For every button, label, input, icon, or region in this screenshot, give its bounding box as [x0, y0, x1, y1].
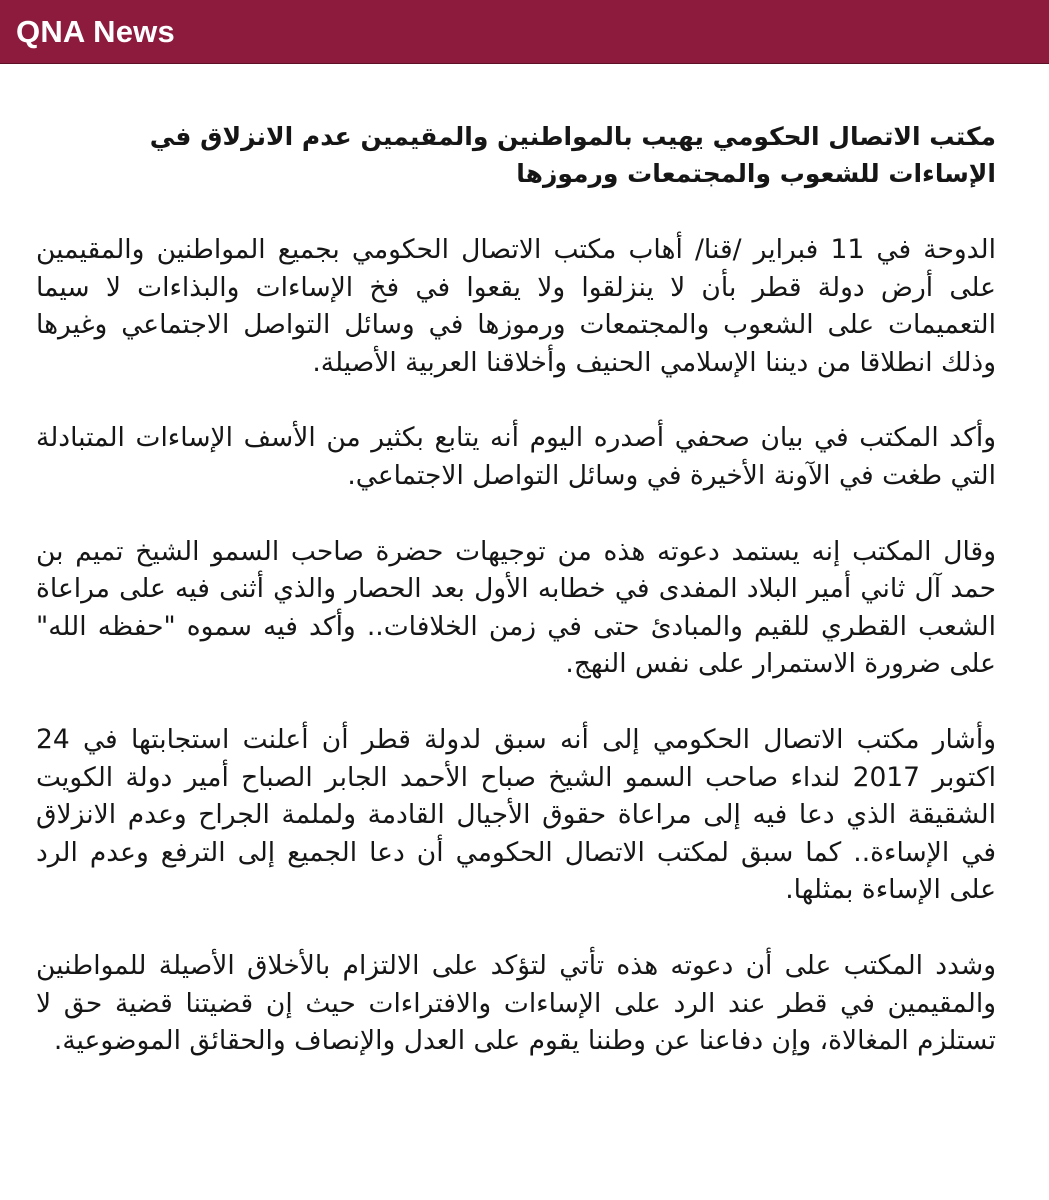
article-paragraph-4: وأشار مكتب الاتصال الحكومي إلى أنه سبق لدولة قطر أن أعلنت استجابتها في 24 اكتوبر 2017 لنداء صاحب السمو الشيخ صباح الأحمد الجابر الصباح أمير دولة الكويت الشقيقة الذي دعا فيه إلى مراعاة حقوق الأجيال القادمة ولملمة الجراح وعدم الانزلاق في الإساءة.. كما سبق لمكتب الاتصال الحكومي أن دعا الجميع إلى الترفع وعدم الرد على الإساءة بمثلها. — [36, 723, 996, 906]
brand-title: QNA News — [16, 14, 175, 49]
article-body — [36, 118, 996, 1060]
article-paragraph-3: وقال المكتب إنه يستمد دعوته هذه من توجيهات حضرة صاحب السمو الشيخ تميم بن حمد آل ثاني أمير البلاد المفدى في خطابه الأول بعد الحصار والذي أثنى فيه على مراعاة الشعب القطري للقيم والمبادئ حتى في زمن الخلافات.. وأكد فيه سموه "حفظه الله" على ضرورة الاستمرار على نفس النهج. — [36, 535, 996, 680]
article-paragraph-1: الدوحة في 11 فبراير /قنا/ أهاب مكتب الاتصال الحكومي بجميع المواطنين والمقيمين على أرض دولة قطر بأن لا ينزلقوا ولا يقعوا في فخ الإساءات والبذاءات لا سيما التعميمات على الشعوب والمجتمعات ورموزها في وسائل التواصل الاجتماعي وغيرها وذلك انطلاقا من ديننا الإسلامي الحنيف وأخلاقنا العربية الأصيلة. — [36, 234, 996, 378]
header-bar — [0, 0, 1049, 64]
article-paragraph-2: وأكد المكتب في بيان صحفي أصدره اليوم أنه يتابع بكثير من الأسف الإساءات المتبادلة التي طغت في الآونة الأخيرة في وسائل التواصل الاجتماعي. — [36, 422, 996, 491]
article-paragraph-5: وشدد المكتب على أن دعوته هذه تأتي لتؤكد على الالتزام بالأخلاق الأصيلة للمواطنين والمقيمين في قطر عند الرد على الإساءات والافتراءات حيث إن قضيتنا قضية حق لا تستلزم المغالاة، وإن دفاعنا عن وطننا يقوم على العدل والإنصاف والحقائق الموضوعية. — [36, 949, 996, 1057]
article-headline: مكتب الاتصال الحكومي يهيب بالمواطنين والمقيمين عدم الانزلاق في الإساءات للشعوب والمجتمعات ورموزها — [149, 122, 996, 188]
